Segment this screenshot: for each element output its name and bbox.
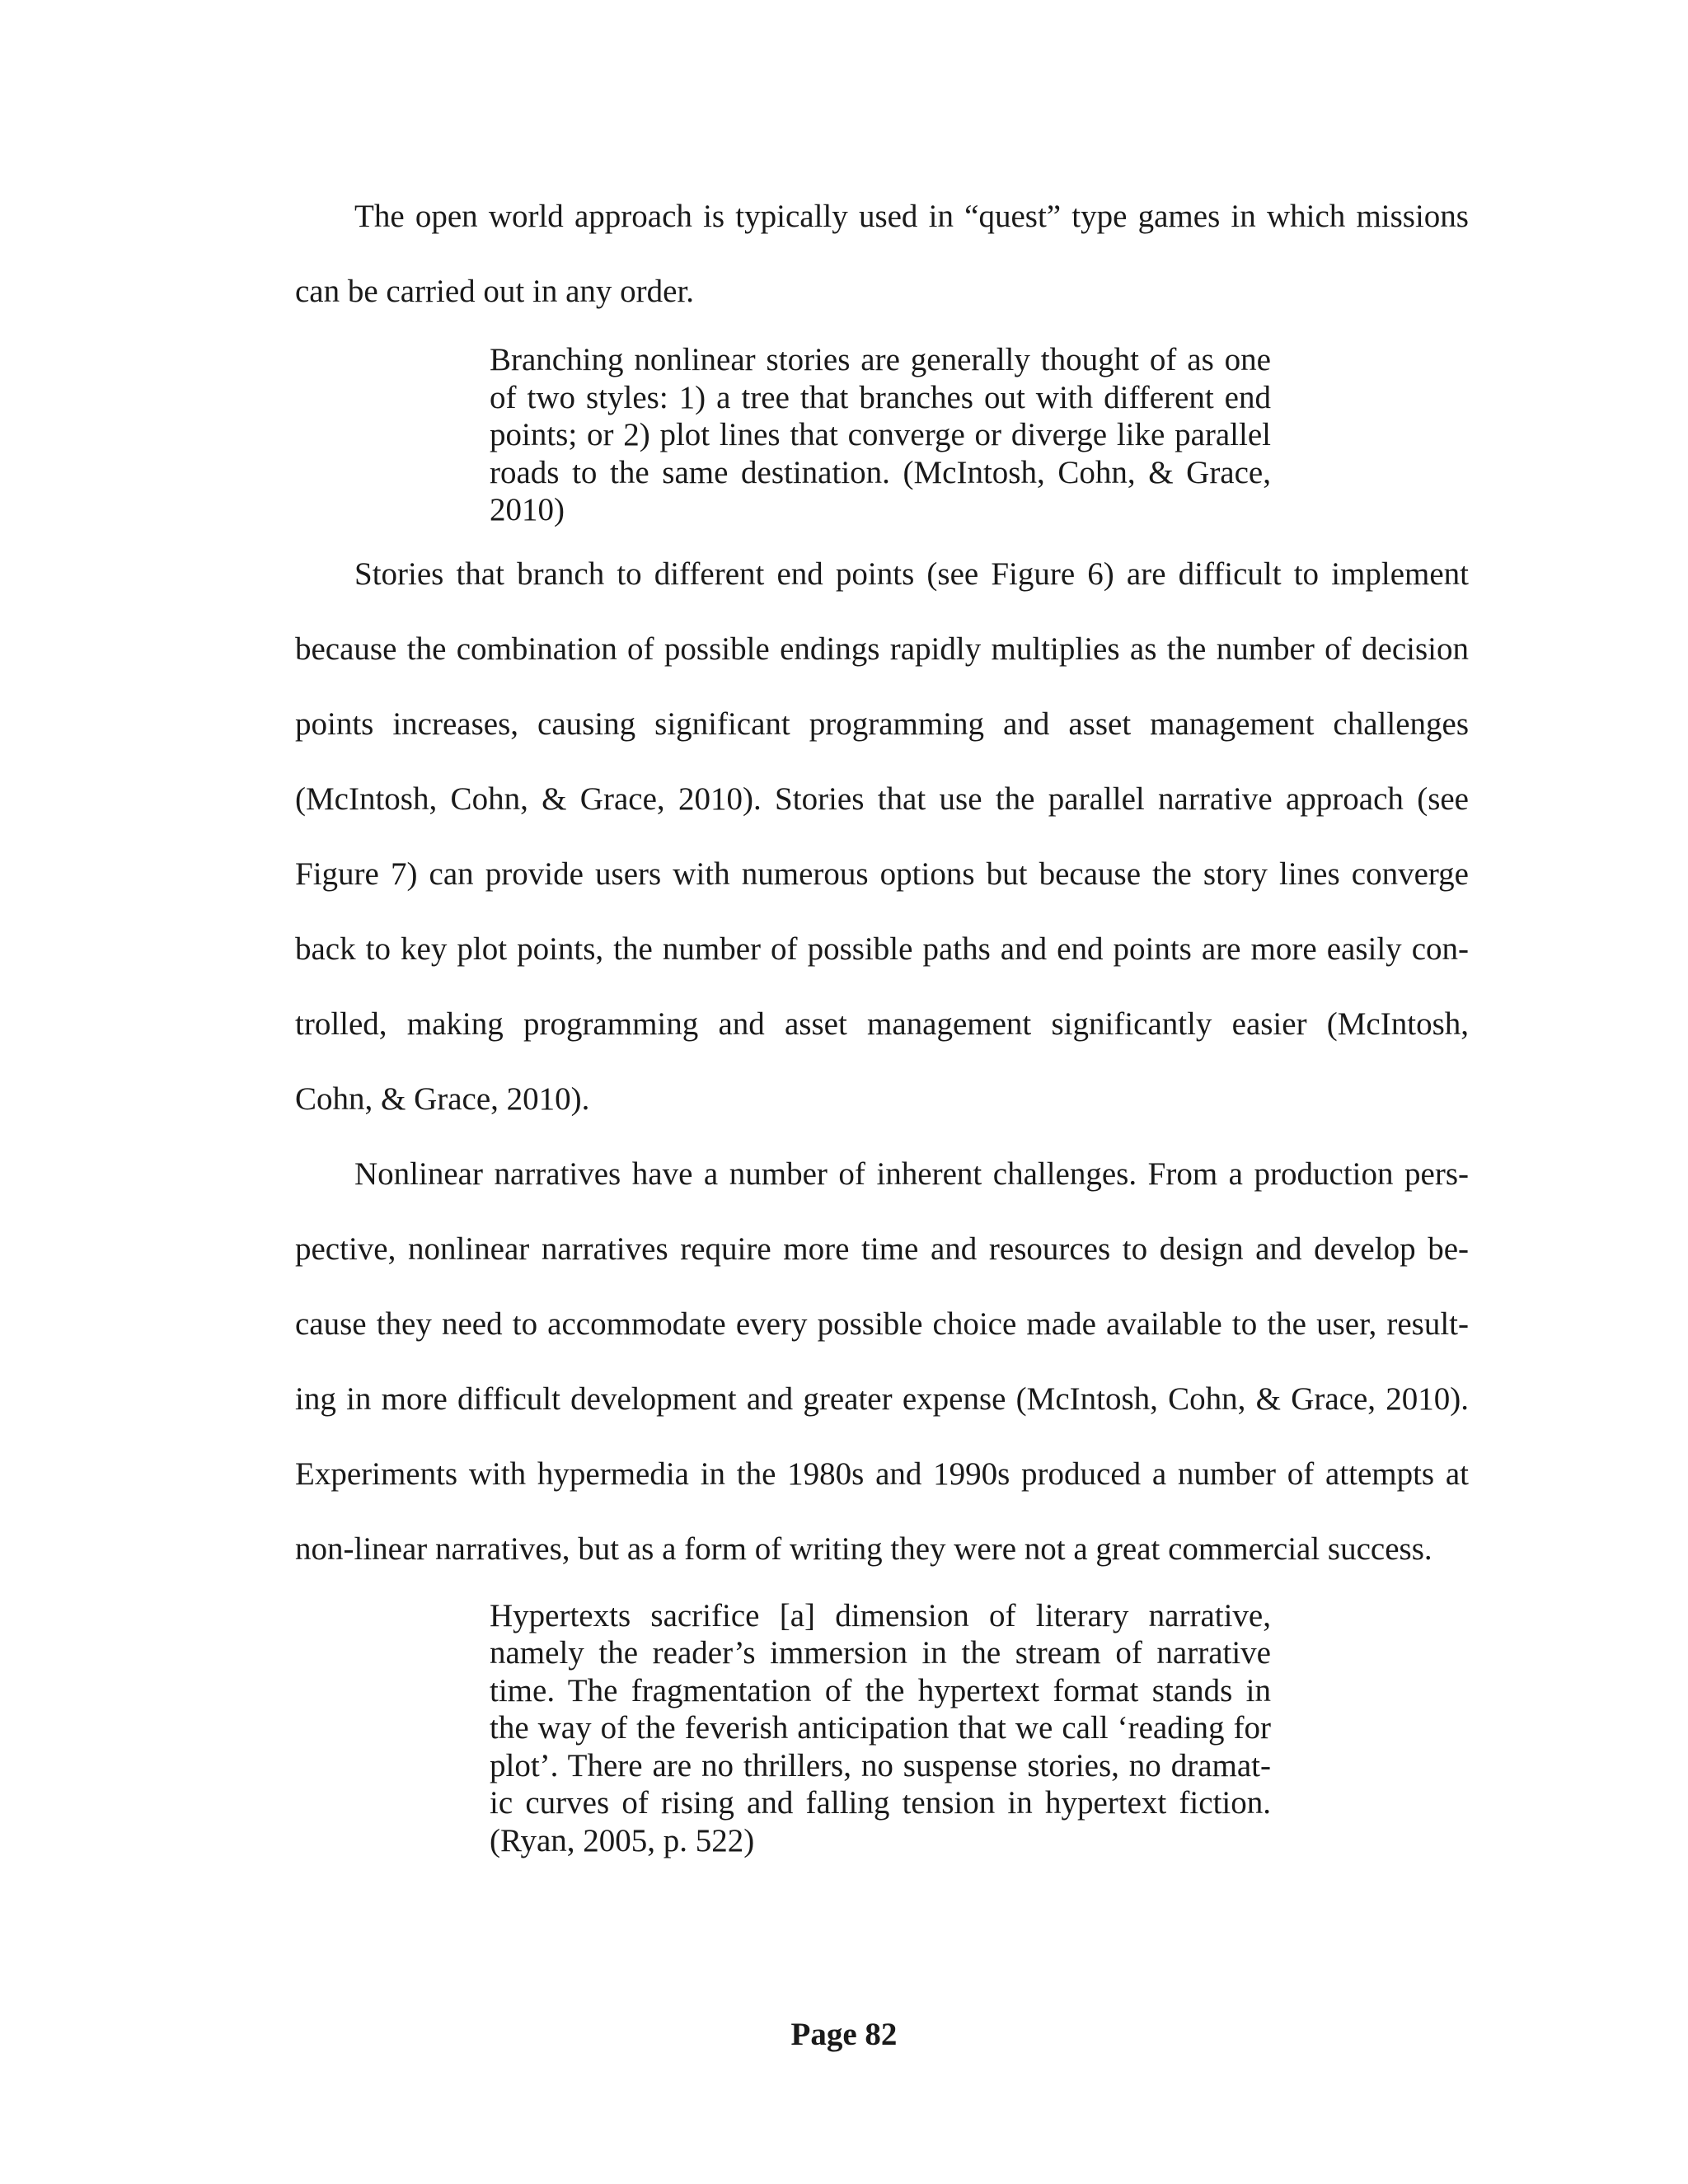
quote-line: time. The fragmentation of the hypertext format stands in xyxy=(490,1672,1271,1708)
text-line: Nonlinear narratives have a number of inherent challenges. From a production pers- xyxy=(354,1155,1469,1192)
quote-line: roads to the same destination. (McIntosh, Cohn, & Grace, xyxy=(490,454,1271,490)
quote-line: Branching nonlinear stories are generally thought of as one xyxy=(490,342,1271,377)
text-line: cause they need to accommodate every possible choice made available to the user, result- xyxy=(295,1305,1469,1342)
text-line: Figure 7) can provide users with numerous options but because the story lines converge xyxy=(295,855,1469,892)
page-number: Page 82 xyxy=(790,2017,898,2052)
text-line: can be carried out in any order. xyxy=(295,274,695,309)
quote-line: Hypertexts sacrifice [a] dimension of literary narrative, xyxy=(490,1597,1271,1633)
text-line: pective, nonlinear narratives require more time and resources to design and develop be- xyxy=(295,1230,1469,1267)
quote-line: the way of the feverish anticipation that we call ‘reading for xyxy=(490,1710,1271,1746)
quote-line: (Ryan, 2005, p. 522) xyxy=(490,1822,755,1858)
text-line: Experiments with hypermedia in the 1980s and 1990s produced a number of attempts at xyxy=(295,1455,1469,1492)
text-line: trolled, making programming and asset management significantly easier (McIntosh, xyxy=(295,1005,1469,1042)
paragraph-open-world xyxy=(295,188,1469,338)
text-line: Stories that branch to different end points (see Figure 6) are difficult to implement xyxy=(354,555,1469,592)
paragraph-branching-stories xyxy=(295,546,1469,1146)
text-line: non-linear narratives, but as a form of writing they were not a great commercial success. xyxy=(295,1530,1432,1567)
quote-line: points; or 2) plot lines that converge or diverge like parallel xyxy=(490,417,1271,452)
page-body xyxy=(295,188,1469,1859)
text-line: points increases, causing significant programming and asset management challenges xyxy=(295,705,1469,742)
quote-line: namely the reader’s immersion in the stream of narrative xyxy=(490,1635,1271,1671)
text-line: The open world approach is typically used in “quest” type games in which missions xyxy=(354,199,1469,234)
block-quote-hypertexts xyxy=(490,1597,1271,1860)
quote-line: 2010) xyxy=(490,492,565,527)
quote-line: of two styles: 1) a tree that branches out with different end xyxy=(490,379,1271,415)
text-line: back to key plot points, the number of possible paths and end points are more easily con- xyxy=(295,930,1469,967)
text-line: because the combination of possible endings rapidly multiplies as the number of decision xyxy=(295,630,1469,667)
text-line: Cohn, & Grace, 2010). xyxy=(295,1080,590,1117)
text-line: (McIntosh, Cohn, & Grace, 2010). Stories that use the parallel narrative approach (see xyxy=(295,780,1469,817)
text-line: ing in more difficult development and greater expense (McIntosh, Cohn, & Grace, 2010). xyxy=(295,1380,1469,1417)
paragraph-nonlinear-challenges xyxy=(295,1146,1469,1596)
quote-line: plot’. There are no thrillers, no suspense stories, no dramat- xyxy=(490,1747,1271,1783)
block-quote-branching xyxy=(490,341,1271,529)
quote-line: ic curves of rising and falling tension in hypertext fiction. xyxy=(490,1785,1271,1821)
